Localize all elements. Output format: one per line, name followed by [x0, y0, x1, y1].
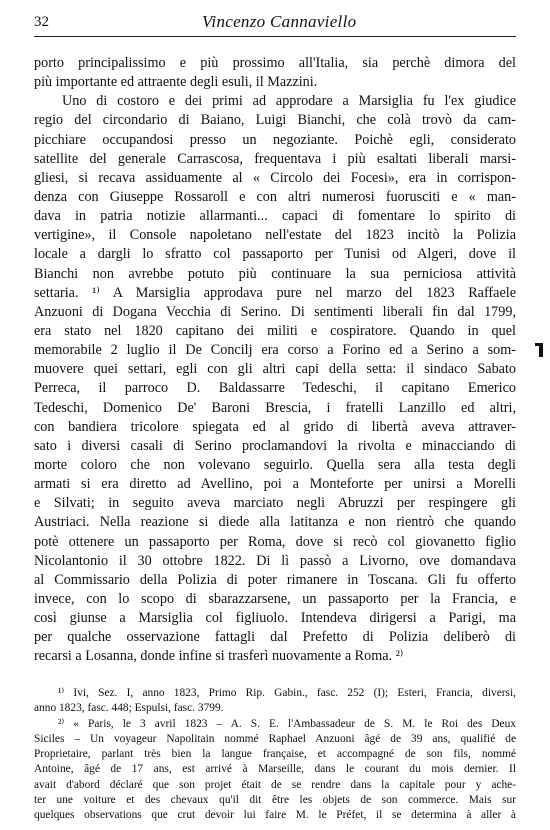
- body-line: locale a dargli lo sfratto col passaporto per Tunisi od Algeri, dove il: [34, 246, 516, 263]
- body-line: con bandiera tricolore spiegata ed al grido di libertà aveva attraver-: [34, 418, 516, 435]
- body-line: Tedeschi, Domenico De' Baroni Brescia, i fratelli Lanzillo ed altri,: [34, 399, 516, 416]
- margin-mark: [539, 345, 543, 357]
- footnote-line: anno 1823, fasc. 448; Espulsi, fasc. 3799.: [34, 702, 224, 715]
- body-text: [34, 54, 516, 667]
- body-line: memorabile 2 luglio il De Concilj era corso a Forino ed a Serino a som-: [34, 342, 516, 359]
- body-line: e Silvati; in seguito aveva marciato negli Abruzzi per respingere gli: [34, 495, 516, 512]
- body-line: porto principalissimo e più prossimo all'Italia, sia perchè dimora del: [34, 55, 516, 71]
- body-line: recarsi a Losanna, donde infine si trasferì nuovamente a Roma. ²⁾: [34, 648, 404, 665]
- body-line: satellite del generale Carrascosa, frequentava i più esaltati liberali marsi-: [34, 150, 516, 167]
- margin-mark: [535, 343, 543, 346]
- body-line: settaria. ¹⁾ A Marsiglia approdava pure nel marzo del 1823 Raffaele: [34, 284, 516, 301]
- body-line: più importante ed attraente degli esuli, il Mazzini.: [34, 74, 318, 91]
- body-line: Nicolantonio il 30 ottobre 1822. Di lì passò a Livorno, ove domandava: [34, 552, 516, 569]
- body-line: dava in patria notizie allarmanti... capaci di fomentare lo spirito di: [34, 208, 516, 225]
- body-line: picchiare occupandosi presso un negoziante. Poichè egli, considerato: [34, 131, 516, 148]
- body-line: gliesi, si recava assiduamente al « Circolo dei Focesi», era in corrispon-: [34, 169, 516, 186]
- page-number: 32: [34, 14, 49, 30]
- body-line: armati si era diretto ad Avellino, poi a Monteforte per unirsi a Morelli: [34, 476, 516, 493]
- running-head: Vincenzo Cannaviello: [202, 12, 357, 31]
- body-line: così giunse a Marsiglia col figliuolo. Intendeva dirigersi a Parigi, ma: [34, 610, 516, 627]
- footnote-line: ²⁾ « Paris, le 3 avril 1823 – A. S. E. l'Ambassadeur de S. M. le Roi des Deux: [58, 717, 516, 730]
- body-line: Anzuoni di Dogana Vecchia di Serino. Di sentimenti liberali fin dal 1799,: [34, 303, 516, 320]
- body-line: Perreca, il parroco D. Baldassarre Tedeschi, il capitano Emerico: [34, 380, 516, 397]
- body-line: per qualche osservazione fattagli dal Prefetto di Polizia deliberò di: [34, 629, 516, 646]
- body-line: regio del circondario di Baiano, Luigi Bianchi, che colà trovò da cam-: [34, 112, 516, 129]
- page-header: [34, 10, 516, 36]
- body-line: al Commissario della Polizia di poter rimanere in Toscana. Gli fu offerto: [34, 571, 516, 588]
- header-rule: [34, 36, 516, 37]
- body-line: potè ottenere un passaporto per Roma, dove si recò col giovanetto figlio: [34, 533, 516, 550]
- footnote-line: Antoine, âgé de 17 ans, est arrivé à Marseille, dans le courant du mois dernier. Il: [34, 763, 516, 776]
- body-line: Uno di costoro e dei primi ad approdare a Marsiglia fu l'ex giudice: [62, 93, 516, 110]
- body-line: muovere quei settari, egli con gli altri capi della setta: il sindaco Sabato: [34, 361, 516, 378]
- body-line: invece, con lo scopo di sbarazzarsene, un passaporto per la Francia, e: [34, 590, 516, 607]
- body-line: Bianchi non avrebbe potuto più continuare la sua perniciosa attività: [34, 265, 516, 282]
- body-line: sato i diversi casali di Serino proclamandovi la rivolta e minacciando di: [34, 437, 516, 454]
- body-line: morte coloro che non volevano seguirlo. Quella sera alla testa degli: [34, 456, 516, 473]
- footnote-line: Siciles – Un voyageur Napolitain nommé Raphael Anzuoni âgé de 39 ans, qualifié de: [34, 732, 516, 745]
- footnote-line: ter une voiture et des chevaux qu'il dit être les objets de son commerce. Mais sur: [34, 794, 516, 807]
- footnotes: [34, 686, 516, 824]
- body-line: era stato nel 1820 capitano dei militi e cospiratore. Quando in quel: [34, 322, 516, 339]
- body-line: Austriaci. Nella reazione si diede alla latitanza e non rientrò che quando: [34, 514, 516, 531]
- footnote-line: avait d'abord déclaré que son projet était de se rendre dans la capitale pour y ache-: [34, 778, 516, 791]
- footnote-line: Proprietaire, parlant très bien la langue française, et accompagné de son fils, nommé: [34, 748, 516, 761]
- footnote-line: quelques observations que crut devoir lui faire M. le Préfet, il se determina à aller à: [34, 809, 516, 822]
- body-line: vertigine», il Console napoletano nell'estate del 1823 incitò la Polizia: [34, 227, 516, 244]
- footnote-line: ¹⁾ Ivi, Sez. I, anno 1823, Primo Rip. Gabin., fasc. 252 (I); Esteri, Francia, diversi,: [58, 687, 516, 699]
- body-line: denza con Giuseppe Rossaroll e con altri numerosi fuorusciti e « man-: [34, 188, 516, 205]
